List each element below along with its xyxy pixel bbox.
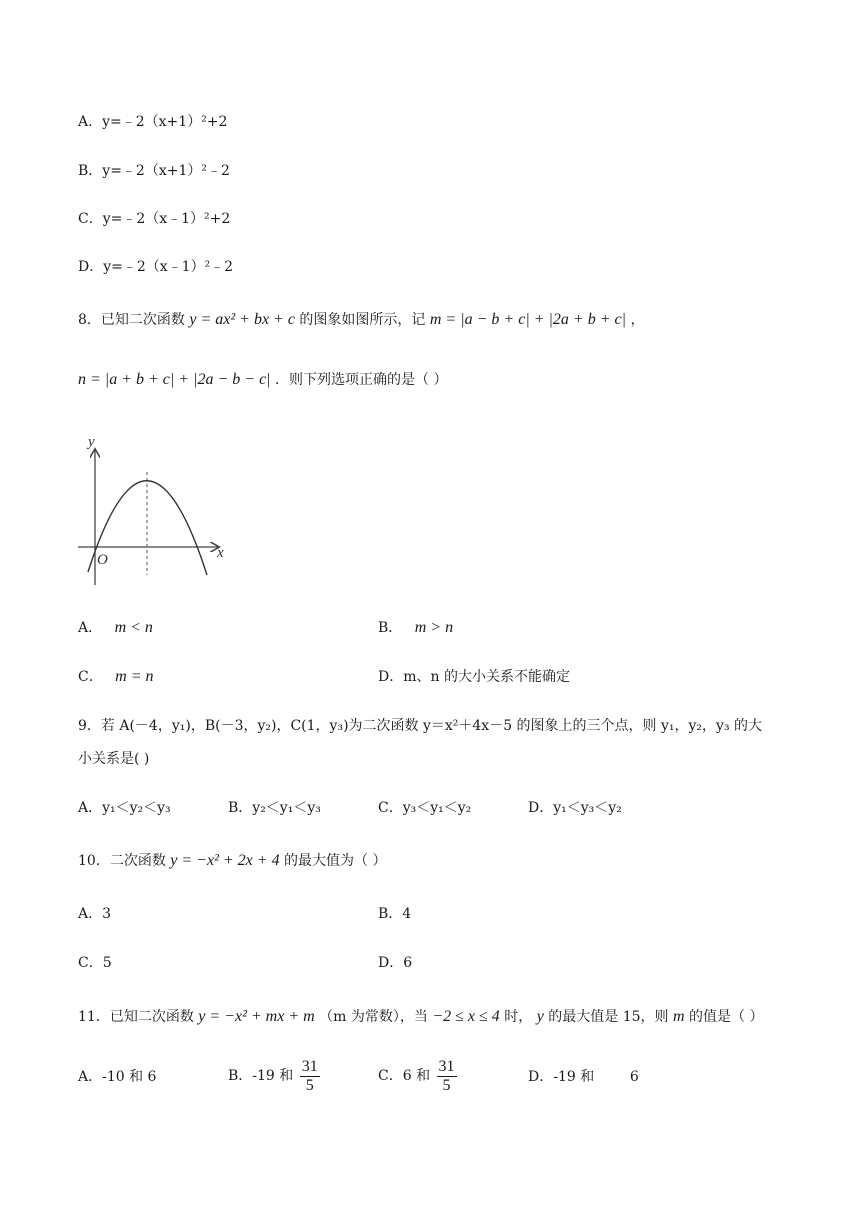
q9-stem-line2: 小关系是( ) xyxy=(78,751,150,767)
q9-option-d: D．y₁＜y₃＜y₂ xyxy=(528,800,622,816)
y-axis-label: y xyxy=(88,434,95,450)
q8-option-a-expr: m < n xyxy=(114,619,153,636)
q8-stem-line2 xyxy=(78,370,447,390)
x-axis-label: x xyxy=(217,545,224,561)
q11-option-c-prefix: C．6 和 xyxy=(378,1068,431,1084)
q11-stem xyxy=(78,1007,763,1027)
q11-mid2: 时， xyxy=(504,1009,533,1025)
q9-option-b: B．y₂＜y₁＜y₃ xyxy=(228,800,321,816)
q8-option-c-expr: m = n xyxy=(115,668,154,685)
q8-mid-text: 的图象如图所示，记 xyxy=(299,312,426,328)
q8-option-d: D．m、n 的大小关系不能确定 xyxy=(378,669,570,685)
q8-option-c xyxy=(78,667,154,687)
origin-label: O xyxy=(97,552,108,568)
q10-option-d: D．6 xyxy=(378,955,413,971)
q11-option-b-fraction xyxy=(300,1058,320,1095)
q8-option-b-label: B． xyxy=(378,620,403,636)
q11-function: y = −x² + mx + m xyxy=(198,1008,315,1025)
q10-option-b: B．4 xyxy=(378,906,412,922)
q11-option-b-denominator: 5 xyxy=(305,1076,314,1094)
q7-option-c: C．y=﹣2（x﹣1）²+2 xyxy=(78,211,231,227)
q11-option-b-prefix: B．-19 和 xyxy=(228,1068,294,1084)
q9-option-a: A．y₁＜y₂＜y₃ xyxy=(78,800,171,816)
q10-function: y = −x² + 2x + 4 xyxy=(170,852,280,869)
q11-y-var: y xyxy=(536,1008,544,1025)
q11-option-b xyxy=(228,1052,322,1100)
q11-option-c-denominator: 5 xyxy=(442,1076,451,1094)
q8-m-expression: m = |a − b + c| + |2a + b + c| xyxy=(429,311,627,328)
q11-range: −2 ≤ x ≤ 4 xyxy=(432,1008,500,1025)
q8-stem-line1 xyxy=(78,310,644,330)
q10-stem xyxy=(78,851,386,871)
q8-function: y = ax² + bx + c xyxy=(189,311,295,328)
q10-option-a: A．3 xyxy=(78,906,112,922)
q11-option-a: A．-10 和 6 xyxy=(78,1069,157,1085)
q7-option-d: D．y=﹣2（x﹣1）²﹣2 xyxy=(78,259,234,275)
q10-option-c: C．5 xyxy=(78,955,112,971)
q8-comma: ， xyxy=(630,312,645,328)
q8-n-expression: n = |a + b + c| + |2a − b − c| xyxy=(78,371,271,388)
q11-option-c-fraction xyxy=(437,1058,457,1095)
q11-mid1: （m 为常数），当 xyxy=(319,1009,428,1025)
q11-prefix: 11．已知二次函数 xyxy=(78,1009,194,1025)
q11-option-c xyxy=(378,1052,459,1100)
q8-prefix: 8．已知二次函数 xyxy=(78,312,185,328)
q8-parabola-graph xyxy=(70,430,240,590)
q7-option-b: B．y=﹣2（x+1）²﹣2 xyxy=(78,163,230,179)
q8-option-a xyxy=(78,618,153,638)
q10-prefix: 10．二次函数 xyxy=(78,853,166,869)
q9-stem-line1: 9．若 A(－4，y₁)，B(－3，y₂)，C(1，y₃)为二次函数 y＝x²＋4x－5 的图象上的三个点，则 y₁，y₂，y₃ 的大 xyxy=(78,718,763,734)
q10-suffix: 的最大值为（ ） xyxy=(284,853,387,869)
q8-option-c-label: C． xyxy=(78,669,103,685)
q7-option-a: A．y=﹣2（x+1）²+2 xyxy=(78,114,228,130)
q11-option-b-numerator: 31 xyxy=(301,1057,318,1075)
q8-option-a-label: A． xyxy=(78,620,103,636)
q11-option-c-numerator: 31 xyxy=(438,1057,455,1075)
q8-option-b xyxy=(378,618,453,638)
q9-option-c: C．y₃＜y₁＜y₂ xyxy=(378,800,472,816)
q11-m-var: m xyxy=(672,1008,685,1025)
q11-option-d: D．-19 和 6 xyxy=(528,1069,639,1085)
q8-option-b-expr: m > n xyxy=(414,619,454,636)
q11-suffix: 的值是（ ） xyxy=(689,1009,764,1025)
q11-mid3: 的最大值是 15，则 xyxy=(548,1009,669,1025)
q8-suffix: ．则下列选项正确的是（ ） xyxy=(275,372,448,388)
